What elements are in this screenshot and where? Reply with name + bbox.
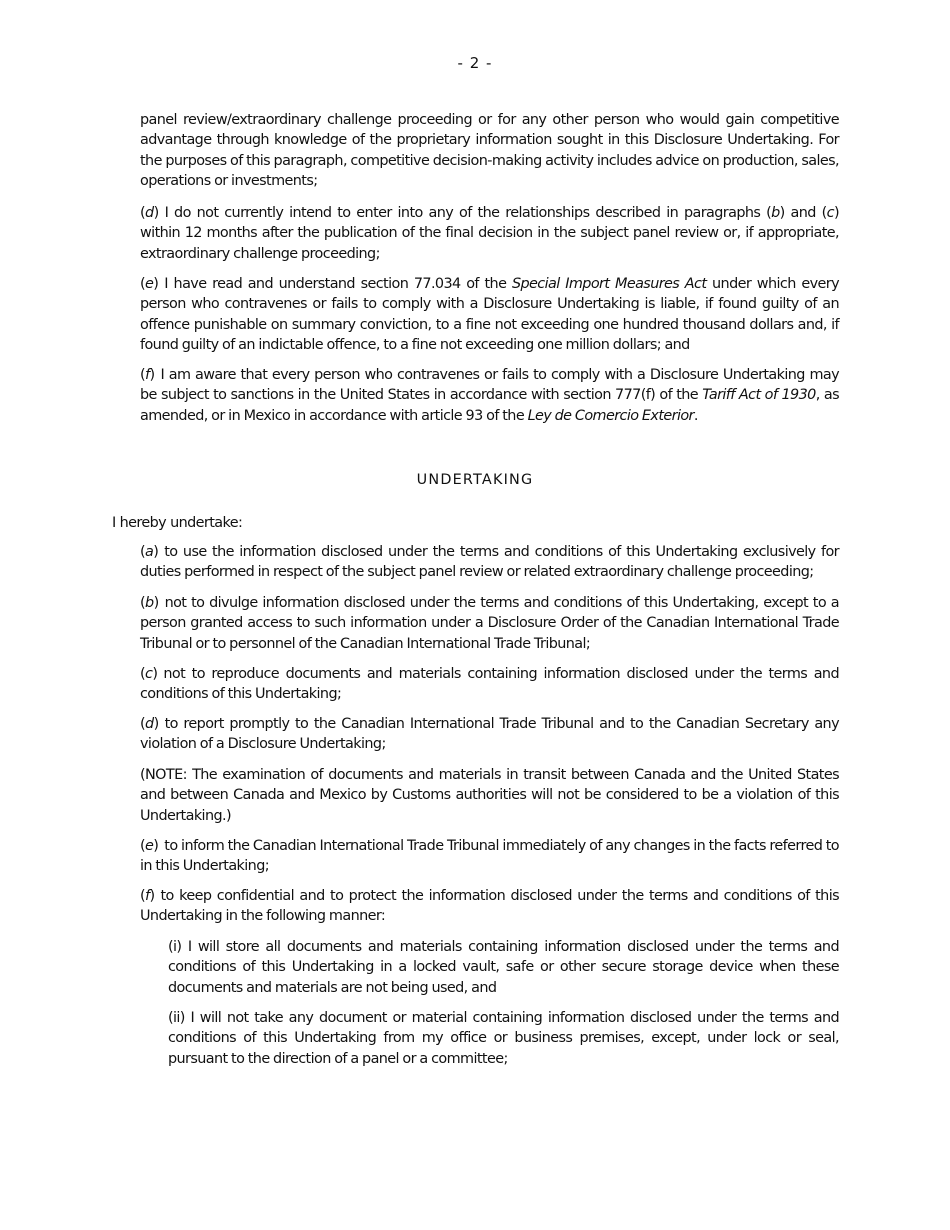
undertaking-c-label: (c) <box>140 666 158 682</box>
declaration-f-label: (f) <box>140 367 155 383</box>
declaration-f-act: Tariff Act of 1930 <box>702 387 816 404</box>
declaration-e-label: (e) <box>140 276 159 292</box>
undertaking-d-text: to report promptly to the Canadian International Trade Tribunal and to the Canadian Secretary any violation of a Disclosure Undertaking; <box>140 716 839 753</box>
undertaking-note-text: (NOTE: The examination of documents and materials in transit between Canada and the United States and between Canada and Mexico by Customs authorities will not be considered to be a violation of this Undertaking.) <box>140 767 839 824</box>
declaration-e <box>140 274 839 356</box>
declaration-f-letter: f <box>145 367 150 383</box>
declaration-e-letter: e <box>145 276 154 292</box>
declaration-d-text-2: ) and ( <box>779 205 827 221</box>
undertaking-b <box>140 593 839 654</box>
declaration-d <box>140 203 839 264</box>
declaration-d-text-3: ) within 12 months after the publication of the final decision in the subject panel review or, if appropriate, extraordinary challenge proceeding; <box>140 205 839 262</box>
undertaking-heading: UNDERTAKING <box>416 472 534 488</box>
undertaking-f-ii <box>168 1008 839 1069</box>
continuation-text: panel review/extraordinary challenge proceeding or for any other person who would gain competitive advantage through knowledge of the proprietary information sought in this Disclosure Undertaking. For the purposes of this paragraph, competitive decision-making activity includes advice on production, sales, operations or investments; <box>140 112 839 190</box>
undertaking-c-letter: c <box>145 666 153 682</box>
declaration-e-act: Special Import Measures Act <box>511 276 707 292</box>
undertaking-f <box>140 886 839 927</box>
undertaking-d-label: (d) <box>140 716 159 732</box>
undertaking-b-text: not to divulge information disclosed under the terms and conditions of this Undertaking, except to a person granted access to such information under a Disclosure Order of the Canadian International Trade Tribunal or to personnel of the Canadian International Trade Tribunal; <box>140 595 839 652</box>
continuation-paragraph <box>140 110 839 192</box>
declaration-f-text-3: . <box>693 407 698 424</box>
declaration-d-ref-b: b <box>771 205 780 221</box>
page-number: - 2 - <box>457 54 493 72</box>
undertaking-f-i-text: (i) I will store all documents and materials containing information disclosed under the terms and conditions of this Undertaking in a locked vault, safe or other secure storage device when these documents and materials are not being used, and <box>168 939 839 996</box>
declaration-d-label: (d) <box>140 205 159 221</box>
undertaking-f-ii-text: (ii) I will not take any document or material containing information disclosed under the terms and conditions of this Undertaking from my office or business premises, except, under lock or seal, pursuant to the direction of a panel or a committee; <box>168 1010 839 1067</box>
declaration-f-text-1: I am aware that every person who contravenes or fails to comply with a Disclosure Undertaking may be subject to sanctions in the United States in accordance with section 777(f) of the <box>140 367 839 404</box>
undertaking-note <box>140 765 839 826</box>
undertaking-intro: I hereby undertake: <box>112 515 243 531</box>
undertaking-d <box>140 714 839 755</box>
declaration-e-text-2: under which every person who contravenes or fails to comply with a Disclosure Undertaking is liable, if found guilty of an offence punishable on summary conviction, to a fine not exceeding one hundred thousand dollars and, if found guilty of an indictable offence, to a fine not exceeding one million dollars; and <box>140 276 839 354</box>
undertaking-c-text: not to reproduce documents and materials containing information disclosed under the terms and conditions of this Undertaking; <box>140 666 839 703</box>
declaration-d-ref-c: c <box>826 205 834 221</box>
undertaking-f-letter: f <box>145 888 150 904</box>
undertaking-e-label: (e) <box>140 838 159 854</box>
undertaking-d-letter: d <box>145 716 154 732</box>
undertaking-a-letter: a <box>145 544 154 560</box>
undertaking-b-letter: b <box>145 595 154 611</box>
undertaking-e <box>140 836 839 877</box>
declaration-d-text-1: I do not currently intend to enter into any of the relationships described in paragraphs ( <box>164 205 772 221</box>
undertaking-e-text: to inform the Canadian International Trade Tribunal immediately of any changes in the facts referred to in this Undertaking; <box>140 838 839 875</box>
declaration-f-text-2: , as amended, or in Mexico in accordance with article 93 of the <box>140 387 839 424</box>
undertaking-a-label: (a) <box>140 544 159 560</box>
undertaking-b-label: (b) <box>140 595 159 611</box>
undertaking-a <box>140 542 839 583</box>
declaration-d-letter: d <box>145 205 154 221</box>
undertaking-e-letter: e <box>145 838 154 854</box>
undertaking-f-i <box>168 937 839 998</box>
declaration-f <box>140 365 839 426</box>
undertaking-c <box>140 664 839 705</box>
undertaking-f-label: (f) <box>140 888 155 904</box>
undertaking-a-text: to use the information disclosed under the terms and conditions of this Undertaking exclusively for duties performed in respect of the subject panel review or related extraordinary challenge proceeding; <box>140 544 839 581</box>
declaration-e-text-1: I have read and understand section 77.034 of the <box>164 276 512 292</box>
undertaking-f-text: to keep confidential and to protect the information disclosed under the terms and conditions of this Undertaking in the following manner: <box>140 888 839 925</box>
declaration-f-law: Ley de Comercio Exterior <box>527 407 694 424</box>
